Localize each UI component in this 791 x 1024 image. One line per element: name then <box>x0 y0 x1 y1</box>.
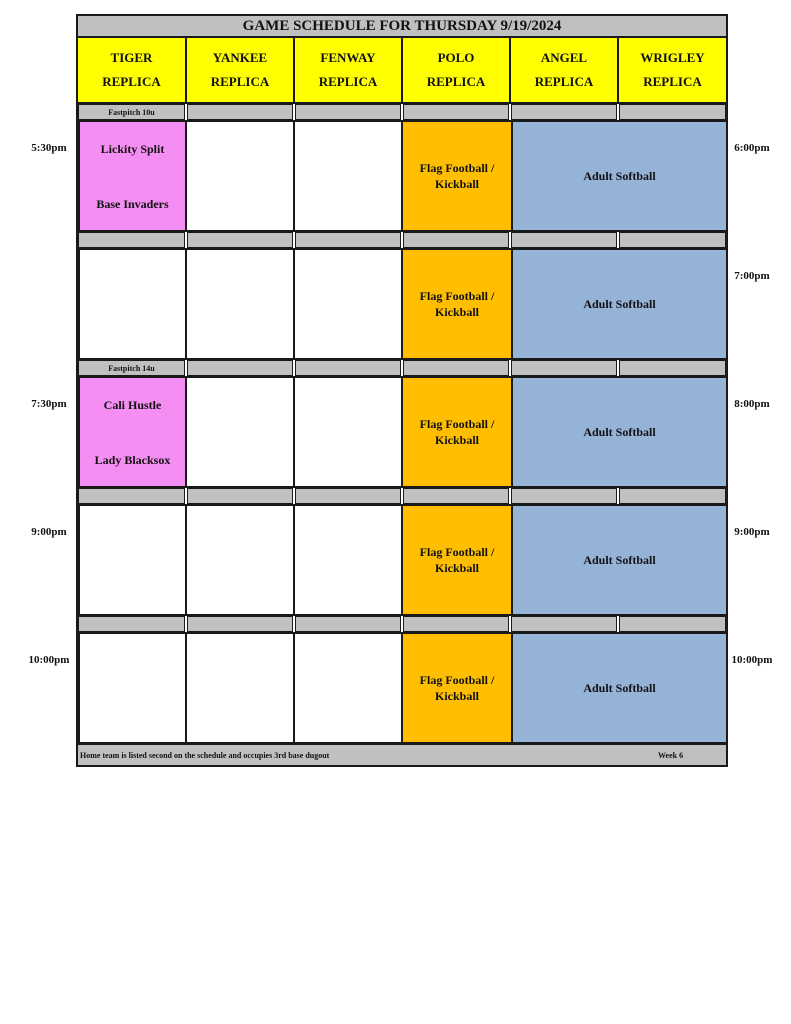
separator-bar <box>619 616 726 632</box>
separator-bar <box>511 104 617 120</box>
empty-slot <box>185 504 295 616</box>
adult-softball-block <box>511 632 728 744</box>
field-header-angel <box>511 38 619 104</box>
separator-bar <box>511 232 617 248</box>
separator-bar <box>187 616 293 632</box>
separator-bar <box>187 488 293 504</box>
adult-softball-block <box>511 376 728 488</box>
right-time-label: 10:00pm <box>731 654 773 666</box>
activity-label: Adult Softball <box>583 168 656 183</box>
separator-bar <box>619 232 726 248</box>
empty-slot <box>185 120 295 232</box>
separator-bar <box>295 232 401 248</box>
field-header-wrigley <box>619 38 726 104</box>
field-name: WRIGLEY <box>640 50 705 65</box>
separator-bar <box>619 104 726 120</box>
field-header-yankee <box>187 38 295 104</box>
adult-softball-block <box>511 504 728 616</box>
separator-bar <box>78 232 185 248</box>
left-time-label: 7:30pm <box>31 398 67 410</box>
separator-bar <box>295 360 401 376</box>
field-name: YANKEE <box>212 50 268 65</box>
right-time-label: 7:00pm <box>734 270 770 282</box>
separator-bar <box>403 232 509 248</box>
field-type: REPLICA <box>534 74 594 89</box>
activity-line1: Flag Football / <box>419 673 495 687</box>
flag-football-kickball-block <box>401 376 513 488</box>
separator-bar <box>187 360 293 376</box>
separator-bar <box>187 232 293 248</box>
separator-bar <box>403 360 509 376</box>
separator-bar <box>78 616 185 632</box>
activity-label: Adult Softball <box>583 552 656 567</box>
separator-bar <box>295 616 401 632</box>
empty-slot <box>185 248 295 360</box>
separator-bar <box>403 616 509 632</box>
separator-bar <box>295 104 401 120</box>
empty-slot <box>78 632 187 744</box>
right-time-label: 6:00pm <box>734 142 770 154</box>
field-type: REPLICA <box>318 74 378 89</box>
right-time-label: 8:00pm <box>734 398 770 410</box>
schedule-title: GAME SCHEDULE FOR THURSDAY 9/19/2024 <box>78 16 726 38</box>
field-name: POLO <box>437 50 475 65</box>
separator-bar <box>619 488 726 504</box>
flag-football-kickball-block <box>401 504 513 616</box>
separator-bar <box>78 488 185 504</box>
separator-bar <box>619 360 726 376</box>
field-type: REPLICA <box>426 74 486 89</box>
empty-slot <box>185 632 295 744</box>
flag-football-kickball-block <box>401 632 513 744</box>
activity-label: Adult Softball <box>583 680 656 695</box>
field-header-fenway <box>295 38 403 104</box>
separator-bar <box>511 360 617 376</box>
field-name: TIGER <box>110 50 153 65</box>
activity-line1: Flag Football / <box>419 161 495 175</box>
activity-label: Adult Softball <box>583 296 656 311</box>
field-type: REPLICA <box>643 74 702 89</box>
game-cell-fastpitch <box>78 120 187 232</box>
separator-bar <box>403 104 509 120</box>
away-team: Cali Hustle <box>103 398 162 412</box>
field-name: ANGEL <box>540 50 588 65</box>
flag-football-kickball-block <box>401 248 513 360</box>
empty-slot <box>78 504 187 616</box>
home-team: Lady Blacksox <box>94 453 171 467</box>
empty-slot <box>185 376 295 488</box>
activity-line1: Flag Football / <box>419 289 495 303</box>
field-type: REPLICA <box>102 74 161 89</box>
separator-bar <box>187 104 293 120</box>
field-header-polo <box>403 38 511 104</box>
activity-line2: Kickball <box>434 305 479 319</box>
away-team: Lickity Split <box>100 142 165 156</box>
footer-note: Home team is listed second on the schedule and occupies 3rd base dugout <box>80 750 330 760</box>
field-name: FENWAY <box>320 50 376 65</box>
division-label: Fastpitch 10u <box>78 104 185 120</box>
activity-line2: Kickball <box>434 561 479 575</box>
activity-line2: Kickball <box>434 177 479 191</box>
activity-line1: Flag Football / <box>419 417 495 431</box>
activity-line2: Kickball <box>434 433 479 447</box>
week-label: Week 6 <box>658 750 684 760</box>
empty-slot <box>293 120 403 232</box>
empty-slot <box>293 376 403 488</box>
field-type: REPLICA <box>210 74 270 89</box>
separator-bar <box>511 488 617 504</box>
adult-softball-block <box>511 120 728 232</box>
game-cell-fastpitch <box>78 376 187 488</box>
left-time-label: 5:30pm <box>31 142 67 154</box>
left-time-label: 9:00pm <box>31 526 67 538</box>
activity-line2: Kickball <box>434 689 479 703</box>
division-label: Fastpitch 14u <box>78 360 185 376</box>
separator-bar <box>511 616 617 632</box>
flag-football-kickball-block <box>401 120 513 232</box>
field-header-tiger <box>78 38 187 104</box>
right-time-label: 9:00pm <box>734 526 770 538</box>
empty-slot <box>293 504 403 616</box>
schedule-footer <box>78 743 726 765</box>
empty-slot <box>78 248 187 360</box>
home-team: Base Invaders <box>96 197 169 211</box>
empty-slot <box>293 632 403 744</box>
left-time-label: 10:00pm <box>28 654 70 666</box>
empty-slot <box>293 248 403 360</box>
activity-line1: Flag Football / <box>419 545 495 559</box>
separator-bar <box>295 488 401 504</box>
activity-label: Adult Softball <box>583 424 656 439</box>
adult-softball-block <box>511 248 728 360</box>
separator-bar <box>403 488 509 504</box>
